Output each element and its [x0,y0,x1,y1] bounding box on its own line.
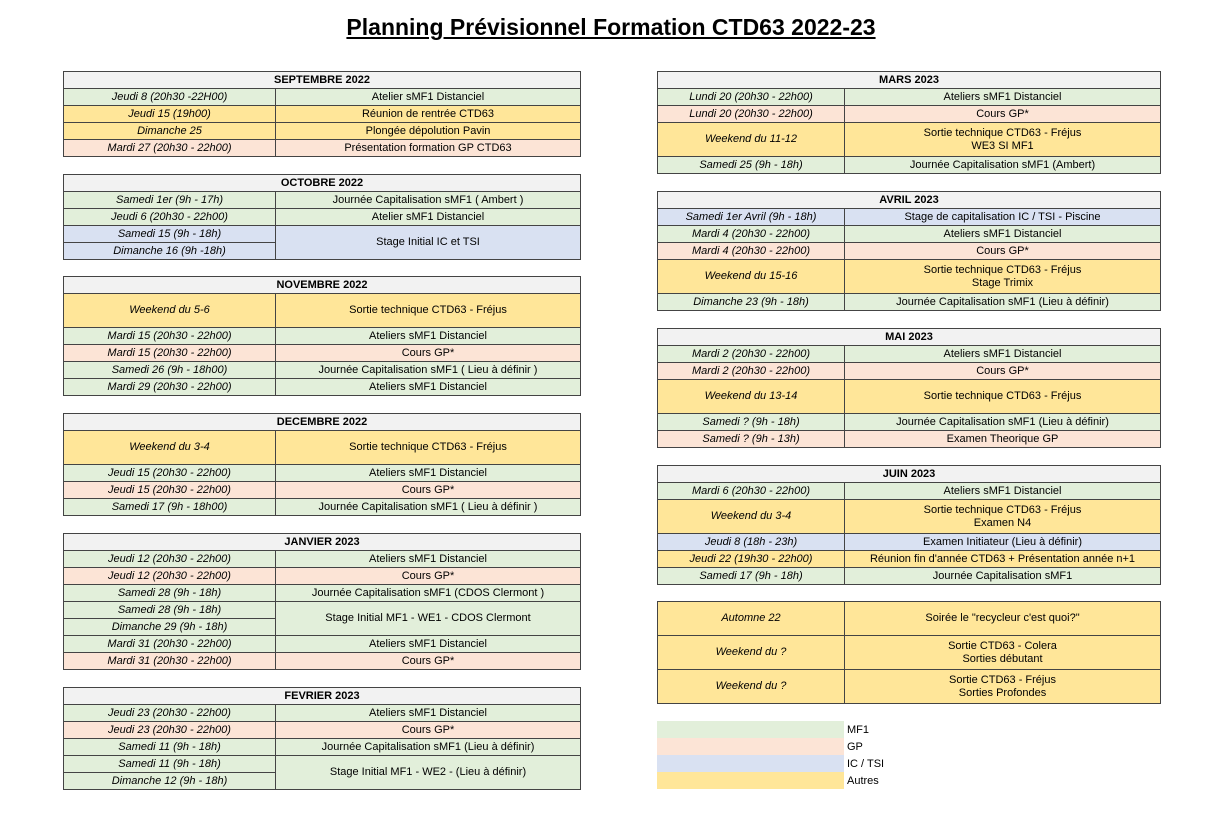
event-date: Samedi 28 (9h - 18h) [64,585,276,602]
table-row [64,209,581,226]
event-label: Examen Initiateur (Lieu à définir) [845,534,1161,551]
event-label: Ateliers sMF1 Distanciel [845,226,1161,243]
event-date: Mardi 6 (20h30 - 22h00) [658,483,845,500]
table-row [658,226,1161,243]
table-row [658,670,1161,704]
event-label: Sortie technique CTD63 - Fréjus [276,294,581,328]
event-date: Jeudi 15 (19h00) [64,106,276,123]
table-row [658,123,1161,157]
event-label: Cours GP* [276,482,581,499]
event-line: Stage Trimix [971,276,1034,289]
event-label: Présentation formation GP CTD63 [276,140,581,157]
event-label: Journée Capitalisation sMF1 (Lieu à définir) [845,294,1161,311]
table-row [658,602,1161,636]
event-label: Ateliers sMF1 Distanciel [276,551,581,568]
event-date: Weekend du 3-4 [658,500,845,534]
event-label: Cours GP* [845,243,1161,260]
month-header: MARS 2023 [658,72,1161,89]
table-row [658,431,1161,448]
event-date: Jeudi 6 (20h30 - 22h00) [64,209,276,226]
event-date: Weekend du 15-16 [658,260,845,294]
event-date: Jeudi 8 (18h - 23h) [658,534,845,551]
table-row [658,346,1161,363]
table-row [64,379,581,396]
event-label: Stage Initial MF1 - WE2 - (Lieu à définir) [276,756,581,790]
table-row [64,465,581,482]
table-row [64,226,581,243]
event-label: Cours GP* [276,568,581,585]
event-label: Cours GP* [276,345,581,362]
event-date: Samedi 1er Avril (9h - 18h) [658,209,845,226]
event-label: Journée Capitalisation sMF1 (CDOS Clermont ) [276,585,581,602]
event-label: Ateliers sMF1 Distanciel [276,705,581,722]
legend-label: IC / TSI [847,758,885,770]
table-row [658,260,1161,294]
event-label: Réunion de rentrée CTD63 [276,106,581,123]
event-date: Jeudi 23 (20h30 - 22h00) [64,705,276,722]
event-line: Sorties Profondes [958,686,1047,699]
month-header: JUIN 2023 [658,466,1161,483]
month-header: JANVIER 2023 [64,534,581,551]
event-date: Samedi ? (9h - 13h) [658,431,845,448]
event-date: Weekend du 13-14 [658,380,845,414]
event-label: Journée Capitalisation sMF1 ( Lieu à définir ) [276,362,581,379]
table-row [64,294,581,328]
table-row [64,482,581,499]
event-line: Sortie technique CTD63 - Fréjus [923,126,1082,139]
event-date: Lundi 20 (20h30 - 22h00) [658,89,845,106]
event-date: Jeudi 23 (20h30 - 22h00) [64,722,276,739]
event-line: WE3 SI MF1 [971,139,1034,152]
event-label: Stage Initial IC et TSI [276,226,581,260]
event-label: Atelier sMF1 Distanciel [276,209,581,226]
event-date: Samedi ? (9h - 18h) [658,414,845,431]
table-row [64,89,581,106]
event-label: Cours GP* [276,722,581,739]
event-label: Ateliers sMF1 Distanciel [276,328,581,345]
table-row [658,534,1161,551]
month-table-fevrier [63,687,581,790]
event-date: Automne 22 [658,602,845,636]
table-row [64,653,581,670]
table-row [64,192,581,209]
event-date: Jeudi 8 (20h30 -22H00) [64,89,276,106]
event-label: Cours GP* [845,363,1161,380]
legend-swatch [657,755,844,772]
other-events-table [657,601,1161,704]
table-row [64,636,581,653]
event-line: Sortie CTD63 - Colera [948,639,1057,652]
event-date: Weekend du ? [658,670,845,704]
event-date: Jeudi 22 (19h30 - 22h00) [658,551,845,568]
month-header: FEVRIER 2023 [64,688,581,705]
event-label: Journée Capitalisation sMF1 (Ambert) [845,157,1161,174]
legend-label: Autres [847,775,879,787]
page-title: Planning Prévisionnel Formation CTD63 2022-23 [346,14,876,40]
event-date: Jeudi 12 (20h30 - 22h00) [64,551,276,568]
event-label: Journée Capitalisation sMF1 (Lieu à définir) [845,414,1161,431]
event-date: Samedi 25 (9h - 18h) [658,157,845,174]
event-date: Dimanche 29 (9h - 18h) [64,619,276,636]
event-date: Mardi 4 (20h30 - 22h00) [658,226,845,243]
event-label: Sortie technique CTD63 - Fréjus [845,380,1161,414]
table-row [658,636,1161,670]
event-date: Weekend du 11-12 [658,123,845,157]
event-label: Journée Capitalisation sMF1 (Lieu à définir) [276,739,581,756]
table-row [658,157,1161,174]
event-label: Journée Capitalisation sMF1 [845,568,1161,585]
legend-swatch [657,772,844,789]
event-date: Mardi 15 (20h30 - 22h00) [64,345,276,362]
event-label [845,670,1161,704]
month-header: SEPTEMBRE 2022 [64,72,581,89]
month-table-mai [657,328,1161,448]
month-table-juin [657,465,1161,585]
legend-label: GP [847,741,863,753]
table-row [64,551,581,568]
month-table-mars [657,71,1161,174]
event-date: Mardi 2 (20h30 - 22h00) [658,363,845,380]
event-line: Sortie CTD63 - Fréjus [949,673,1056,686]
event-label: Stage Initial MF1 - WE1 - CDOS Clermont [276,602,581,636]
event-date: Mardi 2 (20h30 - 22h00) [658,346,845,363]
event-label: Ateliers sMF1 Distanciel [276,379,581,396]
event-label: Ateliers sMF1 Distanciel [845,346,1161,363]
event-date: Mardi 4 (20h30 - 22h00) [658,243,845,260]
table-row [64,568,581,585]
event-date: Samedi 17 (9h - 18h00) [64,499,276,516]
event-label: Ateliers sMF1 Distanciel [276,636,581,653]
legend-label: MF1 [847,724,869,736]
event-label: Journée Capitalisation sMF1 ( Lieu à définir ) [276,499,581,516]
event-date: Weekend du 5-6 [64,294,276,328]
event-label: Ateliers sMF1 Distanciel [845,483,1161,500]
month-header: DECEMBRE 2022 [64,414,581,431]
event-date: Mardi 29 (20h30 - 22h00) [64,379,276,396]
event-label: Réunion fin d'année CTD63 + Présentation année n+1 [845,551,1161,568]
table-row [64,140,581,157]
table-row [64,705,581,722]
event-label: Cours GP* [276,653,581,670]
table-row [658,380,1161,414]
event-label: Sortie technique CTD63 - Fréjus [276,431,581,465]
table-row [658,551,1161,568]
event-date: Samedi 17 (9h - 18h) [658,568,845,585]
event-date: Dimanche 23 (9h - 18h) [658,294,845,311]
month-table-avril [657,191,1161,311]
table-row [64,722,581,739]
table-row [64,499,581,516]
legend-swatch [657,738,844,755]
table-row [64,106,581,123]
month-header: NOVEMBRE 2022 [64,277,581,294]
event-date: Mardi 31 (20h30 - 22h00) [64,653,276,670]
event-label: Plongée dépolution Pavin [276,123,581,140]
event-date: Weekend du ? [658,636,845,670]
legend-swatch [657,721,844,738]
table-row [64,756,581,773]
event-date: Samedi 28 (9h - 18h) [64,602,276,619]
event-date: Samedi 11 (9h - 18h) [64,739,276,756]
month-table-octobre [63,174,581,260]
event-line: Examen N4 [973,516,1032,529]
event-date: Samedi 26 (9h - 18h00) [64,362,276,379]
event-date: Mardi 27 (20h30 - 22h00) [64,140,276,157]
event-label: Journée Capitalisation sMF1 ( Ambert ) [276,192,581,209]
table-row [658,500,1161,534]
table-row [64,328,581,345]
table-row [658,243,1161,260]
event-date: Samedi 11 (9h - 18h) [64,756,276,773]
event-line: Sortie technique CTD63 - Fréjus [923,263,1082,276]
event-date: Samedi 1er (9h - 17h) [64,192,276,209]
table-row [658,414,1161,431]
table-row [64,123,581,140]
event-line: Sorties débutant [962,652,1043,665]
event-date: Samedi 15 (9h - 18h) [64,226,276,243]
month-table-janvier [63,533,581,670]
table-row [658,483,1161,500]
event-label: Stage de capitalisation IC / TSI - Piscine [845,209,1161,226]
table-row [64,362,581,379]
table-row [64,345,581,362]
table-row [64,739,581,756]
event-date: Jeudi 15 (20h30 - 22h00) [64,482,276,499]
event-date: Weekend du 3-4 [64,431,276,465]
event-label: Ateliers sMF1 Distanciel [845,89,1161,106]
event-label: Ateliers sMF1 Distanciel [276,465,581,482]
event-label [845,500,1161,534]
event-date: Jeudi 15 (20h30 - 22h00) [64,465,276,482]
event-date: Dimanche 16 (9h -18h) [64,243,276,260]
table-row [658,294,1161,311]
event-date: Dimanche 12 (9h - 18h) [64,773,276,790]
table-row [658,568,1161,585]
event-label [845,260,1161,294]
event-label: Atelier sMF1 Distanciel [276,89,581,106]
event-line: Sortie technique CTD63 - Fréjus [923,503,1082,516]
table-row [658,106,1161,123]
table-row [64,585,581,602]
table-row [658,363,1161,380]
event-label [845,636,1161,670]
event-date: Dimanche 25 [64,123,276,140]
month-table-decembre [63,413,581,516]
event-date: Lundi 20 (20h30 - 22h00) [658,106,845,123]
table-row [658,209,1161,226]
event-label [845,123,1161,157]
event-date: Mardi 15 (20h30 - 22h00) [64,328,276,345]
event-date: Mardi 31 (20h30 - 22h00) [64,636,276,653]
table-row [64,602,581,619]
month-header: OCTOBRE 2022 [64,175,581,192]
table-row [64,431,581,465]
month-header: MAI 2023 [658,329,1161,346]
table-row [658,89,1161,106]
month-table-novembre [63,276,581,396]
event-date: Jeudi 12 (20h30 - 22h00) [64,568,276,585]
month-header: AVRIL 2023 [658,192,1161,209]
month-table-septembre [63,71,581,157]
event-label: Examen Theorique GP [845,431,1161,448]
event-label: Cours GP* [845,106,1161,123]
event-label: Soirée le "recycleur c'est quoi?" [845,602,1161,636]
